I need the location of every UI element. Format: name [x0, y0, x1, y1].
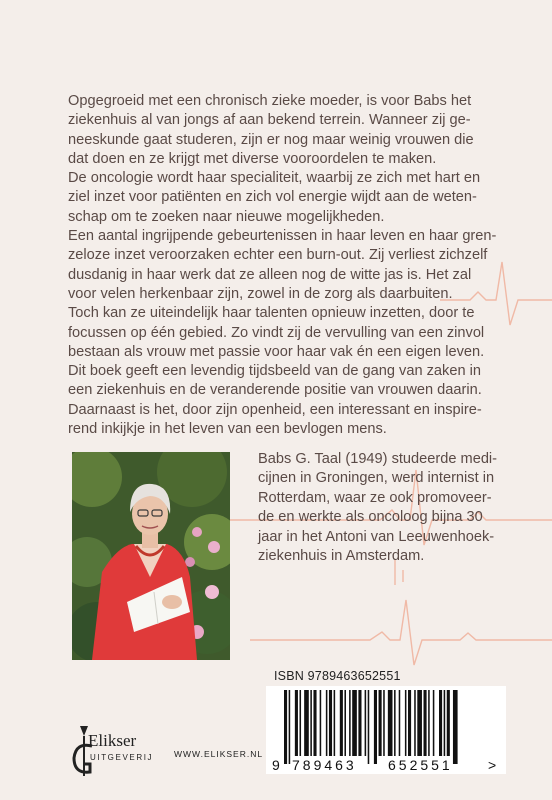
- barcode-bar: [340, 690, 343, 756]
- barcode-bar: [365, 690, 367, 756]
- blurb-line: dusdanig in haar werk dat ze alleen nog de witte jas is. Het zal: [68, 266, 472, 283]
- bio-line: de en werkte als oncoloog bijna 30: [258, 509, 483, 526]
- barcode-bar: [289, 690, 291, 764]
- blurb-line: Een aantal ingrijpende gebeurtenissen in haar leven en haar gren-: [68, 228, 497, 245]
- barcode-bar: [408, 690, 411, 756]
- blurb-line: Daarnaast is het, door zijn openheid, een interessant en inspire-: [68, 401, 482, 418]
- barcode-bar: [394, 690, 396, 756]
- barcode-bar: [368, 690, 370, 764]
- elikser-logo-icon: [54, 718, 164, 784]
- blurb-line: een ziekenhuis en de veranderende positie van vrouwen daarin.: [68, 382, 482, 399]
- barcode-bar: [344, 690, 346, 756]
- barcode-bar: [388, 690, 393, 756]
- blurb-line: zeloze inzet veroorzaken echter een burn-out. Zij verliest zichzelf: [68, 247, 488, 264]
- barcode-bar: [414, 690, 416, 756]
- barcode-bar: [329, 690, 332, 756]
- barcode-bar: [326, 690, 328, 756]
- publisher-name: Elikser: [88, 731, 137, 750]
- barcode-bar: [300, 690, 302, 756]
- barcode-bar: [405, 690, 407, 756]
- blurb-line: voor velen herkenbaar zijn, zowel in de zorg als daarbuiten.: [68, 285, 453, 302]
- blurb-line: Opgegroeid met een chronisch zieke moeder, is voor Babs het: [68, 93, 472, 109]
- barcode-bar: [352, 690, 357, 756]
- blurb-line: ziekenhuis al van jongs af aan bekend terrein. Wanneer zij ge-: [68, 112, 471, 129]
- barcode-bar: [379, 690, 382, 756]
- barcode-bar: [295, 690, 298, 756]
- blurb-line: ziel inzet voor patiënten en zich vol energie wijdt aan de weten-: [68, 189, 477, 206]
- bio-line: Babs G. Taal (1949) studeerde medi-: [258, 451, 498, 467]
- blurb-line: focussen op één gebied. Zo vindt zij de vervulling van een zinvol: [68, 324, 485, 341]
- author-bio: [258, 450, 498, 566]
- barcode-digits-left: 789463: [292, 757, 357, 773]
- barcode-bar: [428, 690, 430, 756]
- barcode-bar: [439, 690, 442, 756]
- barcode-digit-first: 9: [272, 757, 280, 773]
- barcode-bar: [374, 690, 377, 764]
- barcode-bar: [304, 690, 309, 756]
- isbn-label: ISBN 9789463652551: [274, 669, 401, 683]
- blurb-line: bestaan als vrouw met passie voor haar vak én een eigen leven.: [68, 343, 485, 360]
- blurb-line: dat doen en ze krijgt met diverse vooroordelen te maken.: [68, 150, 437, 167]
- blurb-line: De oncologie wordt haar specialiteit, waarbij ze zich met hart en: [68, 170, 481, 187]
- blurb-line: schap om te zoeken naar nieuwe mogelijkheden.: [68, 208, 385, 225]
- barcode-bar: [433, 690, 435, 756]
- bio-line: Rotterdam, waar ze ook promoveer-: [258, 489, 492, 506]
- blurb-line: Dit boek geeft een levendig tijdsbeeld van de gang van zaken in: [68, 363, 481, 380]
- publisher-subtitle: UITGEVERIJ: [90, 753, 154, 762]
- isbn-barcode: [266, 686, 506, 774]
- barcode-bar: [358, 690, 361, 756]
- barcode-bar: [313, 690, 316, 756]
- barcode-bar: [349, 690, 351, 756]
- bio-line: jaar in het Antoni van Leeuwenhoek-: [258, 528, 495, 545]
- blurb-line: neeskunde gaat studeren, zijn er nog maar weinig vrouwen die: [68, 131, 474, 148]
- barcode-bar: [399, 690, 401, 756]
- barcode-bar: [334, 690, 336, 756]
- barcode-bar: [310, 690, 312, 756]
- barcode-bar: [417, 690, 422, 756]
- blurb-line: rend inkijkje in het leven van een bevlogen mens.: [68, 421, 387, 438]
- barcode-end-mark: >: [488, 757, 497, 773]
- barcode-bar: [447, 690, 450, 756]
- barcode-digits-right: 652551: [388, 757, 453, 773]
- blurb-text: [68, 92, 498, 439]
- barcode-bar: [444, 690, 446, 756]
- author-photo: [72, 452, 230, 660]
- blurb-line: Toch kan ze uiteindelijk haar talenten opnieuw inzetten, door te: [68, 305, 475, 322]
- bio-line: ziekenhuis in Amsterdam.: [258, 548, 425, 565]
- barcode-bar: [284, 690, 287, 764]
- barcode-bar: [320, 690, 322, 756]
- bio-line: cijnen in Groningen, werd internist in: [258, 470, 495, 487]
- publisher-website[interactable]: WWW.ELIKSER.NL: [174, 749, 264, 759]
- barcode-bar: [383, 690, 385, 756]
- barcode-bar: [424, 690, 427, 756]
- barcode-bar: [453, 690, 458, 764]
